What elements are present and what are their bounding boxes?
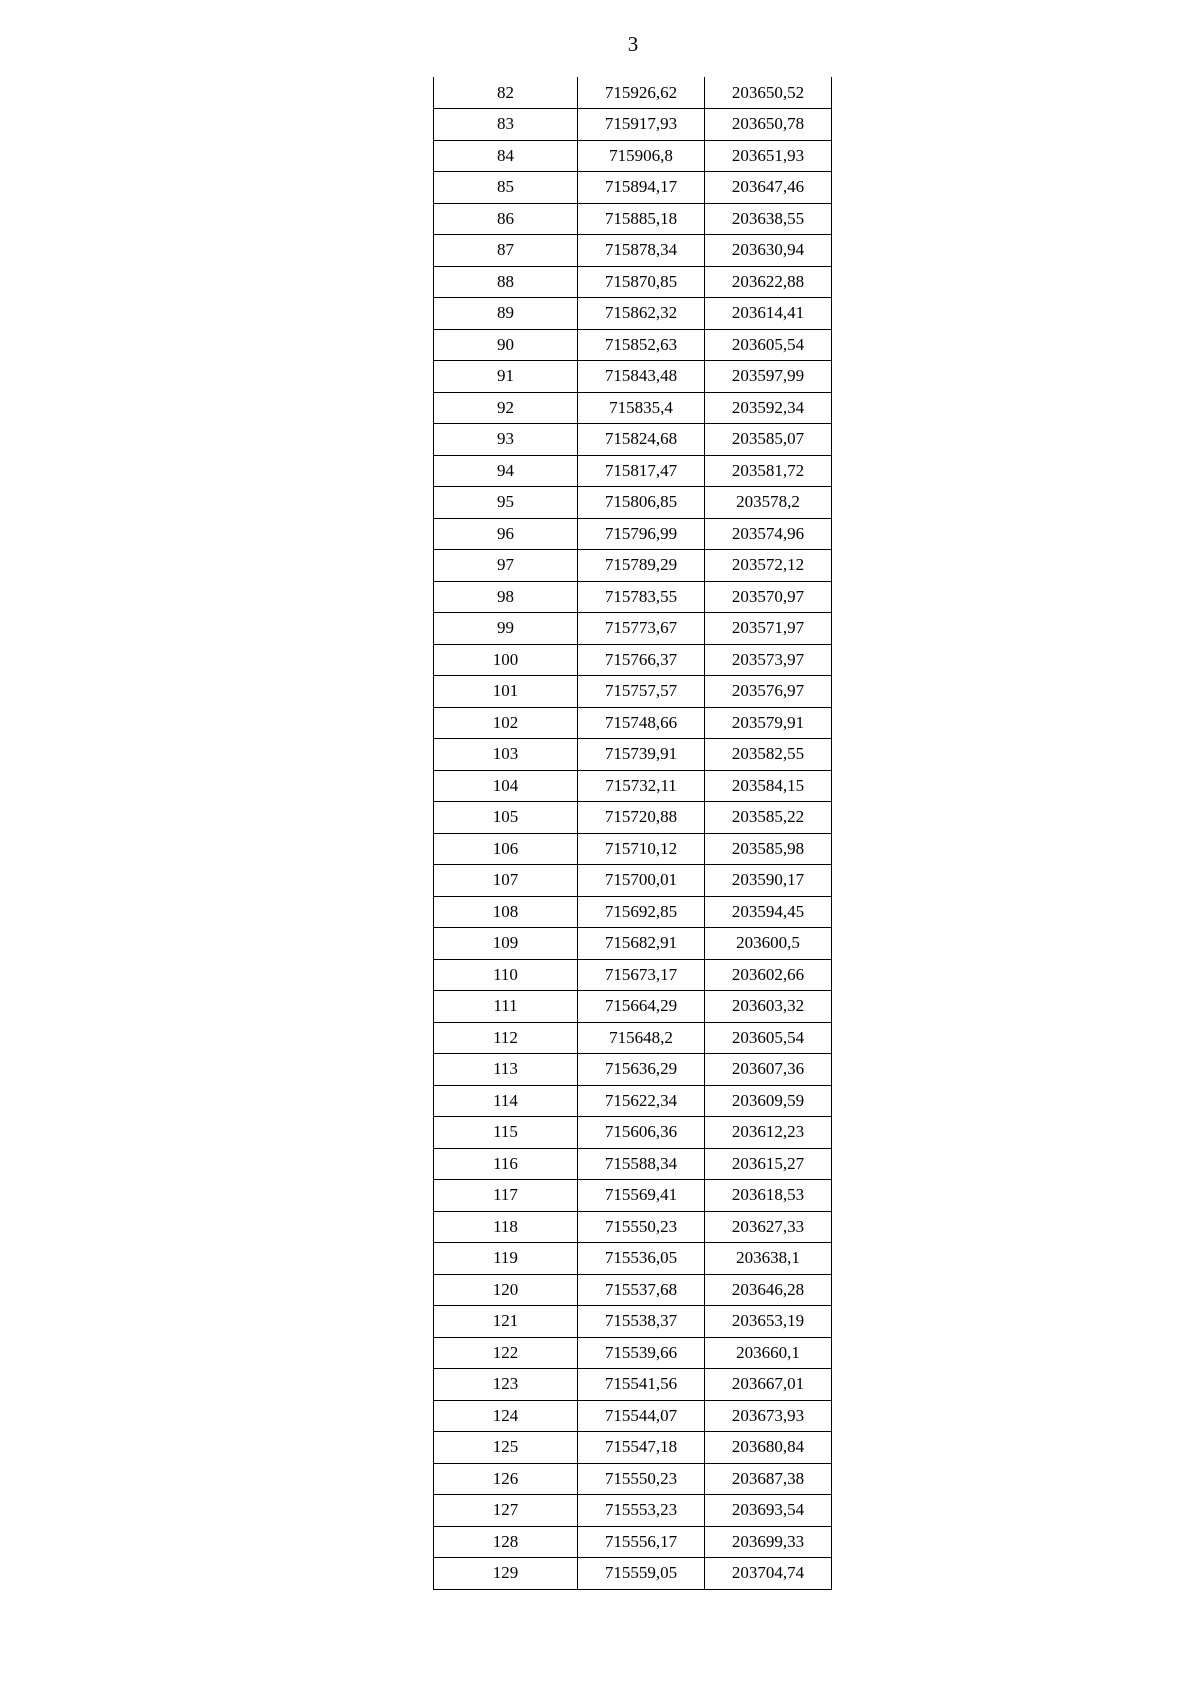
- table-row: [434, 1432, 832, 1464]
- table-row: [434, 833, 832, 865]
- point-number-cell: 102: [434, 707, 578, 739]
- table-row: [434, 581, 832, 613]
- x-coordinate-cell: 715843,48: [578, 361, 705, 393]
- y-coordinate-cell: 203578,2: [705, 487, 832, 519]
- point-number-cell: 94: [434, 455, 578, 487]
- table-row: [434, 1526, 832, 1558]
- y-coordinate-cell: 203638,55: [705, 203, 832, 235]
- y-coordinate-cell: 203693,54: [705, 1495, 832, 1527]
- y-coordinate-cell: 203646,28: [705, 1274, 832, 1306]
- y-coordinate-cell: 203571,97: [705, 613, 832, 645]
- point-number-cell: 108: [434, 896, 578, 928]
- point-number-cell: 103: [434, 739, 578, 771]
- y-coordinate-cell: 203699,33: [705, 1526, 832, 1558]
- x-coordinate-cell: 715537,68: [578, 1274, 705, 1306]
- x-coordinate-cell: 715682,91: [578, 928, 705, 960]
- y-coordinate-cell: 203609,59: [705, 1085, 832, 1117]
- table-row: [434, 1274, 832, 1306]
- point-number-cell: 120: [434, 1274, 578, 1306]
- point-number-cell: 83: [434, 109, 578, 141]
- table-row: [434, 959, 832, 991]
- point-number-cell: 124: [434, 1400, 578, 1432]
- table-row: [434, 676, 832, 708]
- y-coordinate-cell: 203667,01: [705, 1369, 832, 1401]
- table-row: [434, 1495, 832, 1527]
- point-number-cell: 101: [434, 676, 578, 708]
- x-coordinate-cell: 715700,01: [578, 865, 705, 897]
- y-coordinate-cell: 203638,1: [705, 1243, 832, 1275]
- x-coordinate-cell: 715559,05: [578, 1558, 705, 1590]
- point-number-cell: 86: [434, 203, 578, 235]
- point-number-cell: 112: [434, 1022, 578, 1054]
- point-number-cell: 114: [434, 1085, 578, 1117]
- y-coordinate-cell: 203572,12: [705, 550, 832, 582]
- table-row: [434, 77, 832, 109]
- x-coordinate-cell: 715862,32: [578, 298, 705, 330]
- y-coordinate-cell: 203627,33: [705, 1211, 832, 1243]
- point-number-cell: 85: [434, 172, 578, 204]
- table-row: [434, 140, 832, 172]
- table-row: [434, 361, 832, 393]
- table-row: [434, 1243, 832, 1275]
- point-number-cell: 117: [434, 1180, 578, 1212]
- point-number-cell: 111: [434, 991, 578, 1023]
- x-coordinate-cell: 715553,23: [578, 1495, 705, 1527]
- x-coordinate-cell: 715748,66: [578, 707, 705, 739]
- table-row: [434, 1337, 832, 1369]
- y-coordinate-cell: 203650,52: [705, 77, 832, 109]
- point-number-cell: 119: [434, 1243, 578, 1275]
- table-row: [434, 392, 832, 424]
- y-coordinate-cell: 203585,07: [705, 424, 832, 456]
- y-coordinate-cell: 203576,97: [705, 676, 832, 708]
- x-coordinate-cell: 715550,23: [578, 1211, 705, 1243]
- y-coordinate-cell: 203612,23: [705, 1117, 832, 1149]
- y-coordinate-cell: 203573,97: [705, 644, 832, 676]
- table-row: [434, 266, 832, 298]
- point-number-cell: 105: [434, 802, 578, 834]
- table-row: [434, 487, 832, 519]
- x-coordinate-cell: 715852,63: [578, 329, 705, 361]
- point-number-cell: 106: [434, 833, 578, 865]
- point-number-cell: 125: [434, 1432, 578, 1464]
- y-coordinate-cell: 203673,93: [705, 1400, 832, 1432]
- x-coordinate-cell: 715538,37: [578, 1306, 705, 1338]
- table-row: [434, 518, 832, 550]
- point-number-cell: 95: [434, 487, 578, 519]
- y-coordinate-cell: 203660,1: [705, 1337, 832, 1369]
- y-coordinate-cell: 203704,74: [705, 1558, 832, 1590]
- x-coordinate-cell: 715885,18: [578, 203, 705, 235]
- y-coordinate-cell: 203622,88: [705, 266, 832, 298]
- y-coordinate-cell: 203600,5: [705, 928, 832, 960]
- y-coordinate-cell: 203590,17: [705, 865, 832, 897]
- point-number-cell: 110: [434, 959, 578, 991]
- table-row: [434, 235, 832, 267]
- point-number-cell: 128: [434, 1526, 578, 1558]
- table-row: [434, 424, 832, 456]
- point-number-cell: 89: [434, 298, 578, 330]
- y-coordinate-cell: 203630,94: [705, 235, 832, 267]
- x-coordinate-cell: 715824,68: [578, 424, 705, 456]
- point-number-cell: 98: [434, 581, 578, 613]
- y-coordinate-cell: 203607,36: [705, 1054, 832, 1086]
- x-coordinate-cell: 715878,34: [578, 235, 705, 267]
- table-row: [434, 203, 832, 235]
- point-number-cell: 126: [434, 1463, 578, 1495]
- table-row: [434, 1180, 832, 1212]
- point-number-cell: 87: [434, 235, 578, 267]
- y-coordinate-cell: 203602,66: [705, 959, 832, 991]
- x-coordinate-cell: 715732,11: [578, 770, 705, 802]
- point-number-cell: 104: [434, 770, 578, 802]
- table-row: [434, 109, 832, 141]
- point-number-cell: 127: [434, 1495, 578, 1527]
- y-coordinate-cell: 203579,91: [705, 707, 832, 739]
- table-row: [434, 613, 832, 645]
- y-coordinate-cell: 203592,34: [705, 392, 832, 424]
- x-coordinate-cell: 715556,17: [578, 1526, 705, 1558]
- table-row: [434, 991, 832, 1023]
- table-row: [434, 707, 832, 739]
- x-coordinate-cell: 715906,8: [578, 140, 705, 172]
- y-coordinate-cell: 203614,41: [705, 298, 832, 330]
- point-number-cell: 109: [434, 928, 578, 960]
- point-number-cell: 97: [434, 550, 578, 582]
- point-number-cell: 107: [434, 865, 578, 897]
- table-row: [434, 802, 832, 834]
- table-row: [434, 550, 832, 582]
- x-coordinate-cell: 715692,85: [578, 896, 705, 928]
- x-coordinate-cell: 715926,62: [578, 77, 705, 109]
- table-row: [434, 1211, 832, 1243]
- x-coordinate-cell: 715536,05: [578, 1243, 705, 1275]
- table-row: [434, 298, 832, 330]
- point-number-cell: 91: [434, 361, 578, 393]
- coordinates-table-body: [434, 77, 832, 1589]
- page-number: 3: [627, 32, 639, 56]
- x-coordinate-cell: 715606,36: [578, 1117, 705, 1149]
- x-coordinate-cell: 715817,47: [578, 455, 705, 487]
- table-row: [434, 928, 832, 960]
- table-row: [434, 1558, 832, 1590]
- y-coordinate-cell: 203615,27: [705, 1148, 832, 1180]
- table-row: [434, 1148, 832, 1180]
- y-coordinate-cell: 203647,46: [705, 172, 832, 204]
- table-row: [434, 1400, 832, 1432]
- table-row: [434, 739, 832, 771]
- point-number-cell: 84: [434, 140, 578, 172]
- point-number-cell: 115: [434, 1117, 578, 1149]
- point-number-cell: 129: [434, 1558, 578, 1590]
- table-row: [434, 1117, 832, 1149]
- table-row: [434, 865, 832, 897]
- x-coordinate-cell: 715720,88: [578, 802, 705, 834]
- point-number-cell: 113: [434, 1054, 578, 1086]
- y-coordinate-cell: 203650,78: [705, 109, 832, 141]
- table-row: [434, 770, 832, 802]
- y-coordinate-cell: 203605,54: [705, 329, 832, 361]
- x-coordinate-cell: 715710,12: [578, 833, 705, 865]
- y-coordinate-cell: 203680,84: [705, 1432, 832, 1464]
- x-coordinate-cell: 715806,85: [578, 487, 705, 519]
- table-row: [434, 896, 832, 928]
- y-coordinate-cell: 203570,97: [705, 581, 832, 613]
- x-coordinate-cell: 715783,55: [578, 581, 705, 613]
- x-coordinate-cell: 715569,41: [578, 1180, 705, 1212]
- x-coordinate-cell: 715664,29: [578, 991, 705, 1023]
- table-row: [434, 1085, 832, 1117]
- x-coordinate-cell: 715648,2: [578, 1022, 705, 1054]
- y-coordinate-cell: 203585,98: [705, 833, 832, 865]
- table-row: [434, 329, 832, 361]
- point-number-cell: 121: [434, 1306, 578, 1338]
- x-coordinate-cell: 715835,4: [578, 392, 705, 424]
- point-number-cell: 90: [434, 329, 578, 361]
- point-number-cell: 99: [434, 613, 578, 645]
- point-number-cell: 92: [434, 392, 578, 424]
- x-coordinate-cell: 715544,07: [578, 1400, 705, 1432]
- table-row: [434, 1369, 832, 1401]
- x-coordinate-cell: 715766,37: [578, 644, 705, 676]
- table-row: [434, 1463, 832, 1495]
- point-number-cell: 82: [434, 77, 578, 109]
- coordinates-table: [433, 77, 832, 1590]
- y-coordinate-cell: 203603,32: [705, 991, 832, 1023]
- table-row: [434, 455, 832, 487]
- point-number-cell: 116: [434, 1148, 578, 1180]
- point-number-cell: 100: [434, 644, 578, 676]
- point-number-cell: 118: [434, 1211, 578, 1243]
- x-coordinate-cell: 715796,99: [578, 518, 705, 550]
- x-coordinate-cell: 715539,66: [578, 1337, 705, 1369]
- y-coordinate-cell: 203585,22: [705, 802, 832, 834]
- x-coordinate-cell: 715588,34: [578, 1148, 705, 1180]
- y-coordinate-cell: 203597,99: [705, 361, 832, 393]
- x-coordinate-cell: 715547,18: [578, 1432, 705, 1464]
- y-coordinate-cell: 203594,45: [705, 896, 832, 928]
- y-coordinate-cell: 203605,54: [705, 1022, 832, 1054]
- table-row: [434, 1054, 832, 1086]
- x-coordinate-cell: 715550,23: [578, 1463, 705, 1495]
- table-row: [434, 1022, 832, 1054]
- x-coordinate-cell: 715541,56: [578, 1369, 705, 1401]
- x-coordinate-cell: 715773,67: [578, 613, 705, 645]
- x-coordinate-cell: 715739,91: [578, 739, 705, 771]
- point-number-cell: 123: [434, 1369, 578, 1401]
- x-coordinate-cell: 715789,29: [578, 550, 705, 582]
- y-coordinate-cell: 203651,93: [705, 140, 832, 172]
- table-row: [434, 644, 832, 676]
- x-coordinate-cell: 715917,93: [578, 109, 705, 141]
- x-coordinate-cell: 715673,17: [578, 959, 705, 991]
- y-coordinate-cell: 203581,72: [705, 455, 832, 487]
- table-row: [434, 172, 832, 204]
- x-coordinate-cell: 715636,29: [578, 1054, 705, 1086]
- x-coordinate-cell: 715622,34: [578, 1085, 705, 1117]
- y-coordinate-cell: 203687,38: [705, 1463, 832, 1495]
- y-coordinate-cell: 203653,19: [705, 1306, 832, 1338]
- point-number-cell: 122: [434, 1337, 578, 1369]
- table-row: [434, 1306, 832, 1338]
- y-coordinate-cell: 203582,55: [705, 739, 832, 771]
- y-coordinate-cell: 203618,53: [705, 1180, 832, 1212]
- x-coordinate-cell: 715870,85: [578, 266, 705, 298]
- point-number-cell: 88: [434, 266, 578, 298]
- point-number-cell: 96: [434, 518, 578, 550]
- x-coordinate-cell: 715757,57: [578, 676, 705, 708]
- point-number-cell: 93: [434, 424, 578, 456]
- y-coordinate-cell: 203574,96: [705, 518, 832, 550]
- x-coordinate-cell: 715894,17: [578, 172, 705, 204]
- y-coordinate-cell: 203584,15: [705, 770, 832, 802]
